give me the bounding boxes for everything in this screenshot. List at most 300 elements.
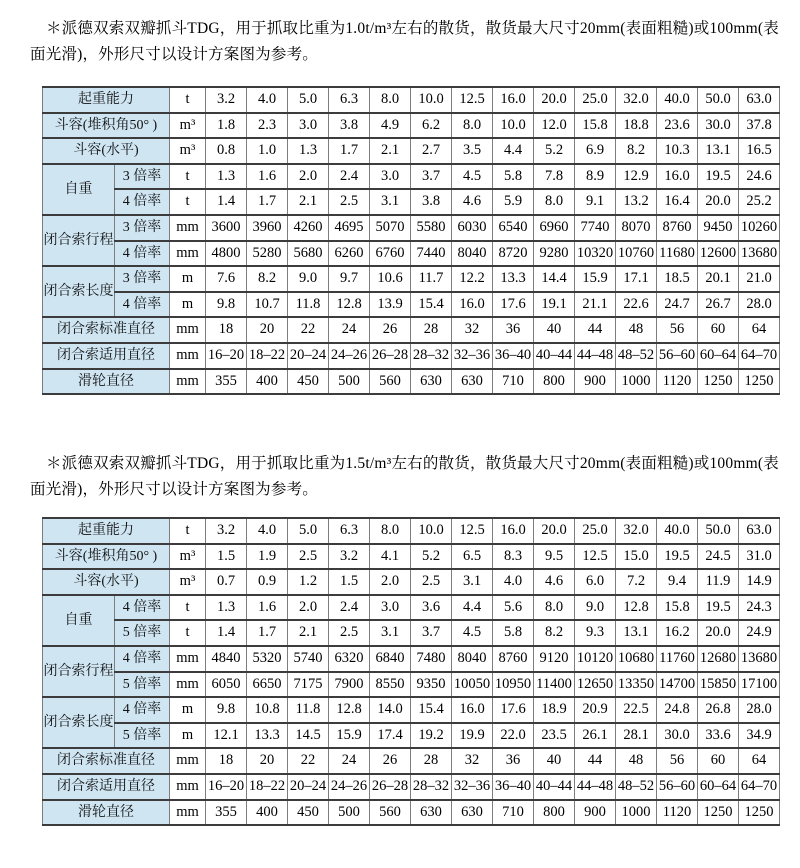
value-cell: 36 (493, 748, 534, 774)
value-cell: 7900 (329, 672, 370, 698)
value-cell: 8.0 (534, 189, 575, 215)
value-cell: 10760 (616, 241, 657, 267)
value-cell: 20.0 (534, 518, 575, 544)
value-cell: 15850 (698, 672, 739, 698)
value-cell: 24.6 (739, 164, 780, 190)
value-cell: 630 (452, 800, 493, 826)
value-cell: 2.5 (329, 189, 370, 215)
value-cell: 9.0 (575, 595, 616, 621)
row-label-cell: 闭合索标准直径 (43, 317, 170, 343)
unit-cell: m (170, 723, 206, 749)
value-cell: 4840 (206, 646, 247, 672)
row-label-cell: 自重 (43, 164, 115, 215)
value-cell: 3.0 (288, 113, 329, 139)
value-cell: 15.4 (411, 697, 452, 723)
unit-cell: t (170, 518, 206, 544)
unit-cell: mm (170, 672, 206, 698)
value-cell: 28 (411, 317, 452, 343)
value-cell: 40–44 (534, 343, 575, 369)
value-cell: 8040 (452, 646, 493, 672)
value-cell: 60 (698, 317, 739, 343)
value-cell: 1120 (657, 369, 698, 395)
value-cell: 11400 (534, 672, 575, 698)
value-cell: 17.1 (616, 266, 657, 292)
value-cell: 8040 (452, 241, 493, 267)
value-cell: 20 (247, 748, 288, 774)
value-cell: 5.9 (493, 189, 534, 215)
row-label-cell: 闭合索适用直径 (43, 774, 170, 800)
value-cell: 19.5 (698, 595, 739, 621)
value-cell: 5.0 (288, 87, 329, 113)
value-cell: 44–48 (575, 774, 616, 800)
rate-sublabel-cell: 3 倍率 (115, 266, 170, 292)
value-cell: 20.1 (698, 266, 739, 292)
unit-cell: t (170, 87, 206, 113)
value-cell: 3.8 (411, 189, 452, 215)
value-cell: 28–32 (411, 343, 452, 369)
value-cell: 25.2 (739, 189, 780, 215)
value-cell: 32.0 (616, 87, 657, 113)
table-row (43, 697, 780, 723)
value-cell: 50.0 (698, 87, 739, 113)
value-cell: 16–20 (206, 774, 247, 800)
value-cell: 355 (206, 800, 247, 826)
value-cell: 18 (206, 317, 247, 343)
value-cell: 15.9 (575, 266, 616, 292)
value-cell: 36–40 (493, 343, 534, 369)
unit-cell: m³ (170, 113, 206, 139)
value-cell: 44 (575, 748, 616, 774)
value-cell: 4.0 (247, 87, 288, 113)
value-cell: 1.5 (206, 544, 247, 570)
value-cell: 2.4 (329, 164, 370, 190)
value-cell: 60 (698, 748, 739, 774)
value-cell: 5070 (370, 215, 411, 241)
value-cell: 24.3 (739, 595, 780, 621)
value-cell: 19.5 (657, 544, 698, 570)
value-cell: 8.0 (534, 595, 575, 621)
value-cell: 3.7 (411, 620, 452, 646)
value-cell: 2.3 (247, 113, 288, 139)
value-cell: 8.2 (616, 138, 657, 164)
value-cell: 3600 (206, 215, 247, 241)
spec-table-tdg-1_5 (42, 517, 780, 826)
value-cell: 40–44 (534, 774, 575, 800)
value-cell: 8760 (657, 215, 698, 241)
table-row (43, 343, 780, 369)
value-cell: 36–40 (493, 774, 534, 800)
table-row (43, 723, 780, 749)
value-cell: 9.8 (206, 697, 247, 723)
value-cell: 24–26 (329, 343, 370, 369)
value-cell: 355 (206, 369, 247, 395)
value-cell: 710 (493, 800, 534, 826)
value-cell: 4260 (288, 215, 329, 241)
value-cell: 6840 (370, 646, 411, 672)
unit-cell: mm (170, 774, 206, 800)
value-cell: 7175 (288, 672, 329, 698)
value-cell: 3.2 (329, 544, 370, 570)
row-label-cell: 闭合索行程 (43, 215, 115, 266)
value-cell: 6760 (370, 241, 411, 267)
value-cell: 6320 (329, 646, 370, 672)
value-cell: 8550 (370, 672, 411, 698)
value-cell: 560 (370, 800, 411, 826)
value-cell: 3.8 (329, 113, 370, 139)
value-cell: 11.8 (288, 697, 329, 723)
unit-cell: m³ (170, 138, 206, 164)
value-cell: 6.5 (452, 544, 493, 570)
table-row (43, 138, 780, 164)
value-cell: 28.0 (739, 292, 780, 318)
rate-sublabel-cell: 4 倍率 (115, 697, 170, 723)
table-row (43, 241, 780, 267)
value-cell: 12.8 (329, 697, 370, 723)
value-cell: 30.0 (657, 723, 698, 749)
value-cell: 19.1 (534, 292, 575, 318)
value-cell: 7440 (411, 241, 452, 267)
value-cell: 1.5 (329, 569, 370, 595)
value-cell: 8.0 (370, 87, 411, 113)
value-cell: 1.7 (247, 189, 288, 215)
value-cell: 63.0 (739, 87, 780, 113)
value-cell: 8.9 (575, 164, 616, 190)
value-cell: 1250 (698, 800, 739, 826)
value-cell: 12.5 (452, 518, 493, 544)
unit-cell: mm (170, 800, 206, 826)
table-row (43, 215, 780, 241)
value-cell: 16.0 (452, 292, 493, 318)
value-cell: 22.5 (616, 697, 657, 723)
intro-paragraph-2: ＊派德双索双瓣抓斗TDG，用于抓取比重为1.5t/m³左右的散货，散货最大尺寸20mm(表面粗糙)或100mm(表面光滑)，外形尺寸以设计方案图为参考。 (30, 455, 779, 498)
value-cell: 16.2 (657, 620, 698, 646)
table-row (43, 87, 780, 113)
table-row (43, 748, 780, 774)
value-cell: 11.9 (698, 569, 739, 595)
value-cell: 13.2 (616, 189, 657, 215)
value-cell: 1000 (616, 800, 657, 826)
value-cell: 8760 (493, 646, 534, 672)
value-cell: 17.6 (493, 292, 534, 318)
table-row (43, 800, 780, 826)
value-cell: 6.9 (575, 138, 616, 164)
value-cell: 13.1 (698, 138, 739, 164)
value-cell: 13680 (739, 646, 780, 672)
value-cell: 23.5 (534, 723, 575, 749)
value-cell: 6.3 (329, 518, 370, 544)
value-cell: 1.7 (329, 138, 370, 164)
row-label-cell: 滑轮直径 (43, 369, 170, 395)
unit-cell: mm (170, 343, 206, 369)
spec-table-tdg-1_0-body (43, 87, 780, 394)
value-cell: 2.1 (288, 620, 329, 646)
value-cell: 60–64 (698, 343, 739, 369)
value-cell: 2.4 (329, 595, 370, 621)
value-cell: 24.9 (739, 620, 780, 646)
value-cell: 25.0 (575, 87, 616, 113)
spec-table-tdg-1_5-body (43, 518, 780, 825)
value-cell: 24 (329, 748, 370, 774)
value-cell: 400 (247, 800, 288, 826)
value-cell: 14.0 (370, 697, 411, 723)
value-cell: 48 (616, 748, 657, 774)
value-cell: 15.9 (329, 723, 370, 749)
value-cell: 12.0 (534, 113, 575, 139)
table-row (43, 620, 780, 646)
value-cell: 9350 (411, 672, 452, 698)
value-cell: 12650 (575, 672, 616, 698)
value-cell: 56–60 (657, 774, 698, 800)
value-cell: 8.2 (534, 620, 575, 646)
value-cell: 16.0 (452, 697, 493, 723)
value-cell: 450 (288, 800, 329, 826)
value-cell: 26 (370, 748, 411, 774)
value-cell: 48 (616, 317, 657, 343)
value-cell: 3.1 (370, 189, 411, 215)
value-cell: 6.2 (411, 113, 452, 139)
value-cell: 10050 (452, 672, 493, 698)
value-cell: 32 (452, 748, 493, 774)
value-cell: 1.7 (247, 620, 288, 646)
value-cell: 15.8 (657, 595, 698, 621)
table-row (43, 317, 780, 343)
table-row (43, 774, 780, 800)
value-cell: 22.6 (616, 292, 657, 318)
value-cell: 36 (493, 317, 534, 343)
value-cell: 900 (575, 800, 616, 826)
value-cell: 12600 (698, 241, 739, 267)
value-cell: 63.0 (739, 518, 780, 544)
value-cell: 22 (288, 317, 329, 343)
value-cell: 6650 (247, 672, 288, 698)
table-row (43, 518, 780, 544)
row-label-cell: 闭合索标准直径 (43, 748, 170, 774)
value-cell: 10.8 (247, 697, 288, 723)
table-row (43, 189, 780, 215)
value-cell: 1.3 (206, 164, 247, 190)
rate-sublabel-cell: 5 倍率 (115, 723, 170, 749)
unit-cell: m³ (170, 544, 206, 570)
value-cell: 1250 (739, 800, 780, 826)
value-cell: 32–36 (452, 774, 493, 800)
value-cell: 1.6 (247, 595, 288, 621)
value-cell: 20.0 (534, 87, 575, 113)
value-cell: 40.0 (657, 518, 698, 544)
value-cell: 15.8 (575, 113, 616, 139)
value-cell: 10950 (493, 672, 534, 698)
unit-cell: mm (170, 317, 206, 343)
table-row (43, 672, 780, 698)
value-cell: 0.8 (206, 138, 247, 164)
value-cell: 900 (575, 369, 616, 395)
value-cell: 60–64 (698, 774, 739, 800)
unit-cell: mm (170, 215, 206, 241)
value-cell: 26–28 (370, 343, 411, 369)
table-row (43, 544, 780, 570)
unit-cell: m (170, 292, 206, 318)
value-cell: 18 (206, 748, 247, 774)
value-cell: 6260 (329, 241, 370, 267)
value-cell: 20.0 (698, 189, 739, 215)
value-cell: 2.1 (370, 138, 411, 164)
unit-cell: t (170, 595, 206, 621)
rate-sublabel-cell: 3 倍率 (115, 215, 170, 241)
value-cell: 1.3 (206, 595, 247, 621)
value-cell: 800 (534, 800, 575, 826)
value-cell: 20–24 (288, 343, 329, 369)
value-cell: 8.2 (247, 266, 288, 292)
value-cell: 18–22 (247, 774, 288, 800)
value-cell: 8.0 (452, 113, 493, 139)
value-cell: 3.0 (370, 595, 411, 621)
value-cell: 5740 (288, 646, 329, 672)
value-cell: 9.0 (288, 266, 329, 292)
row-label-cell: 自重 (43, 595, 115, 646)
table-row (43, 292, 780, 318)
value-cell: 9280 (534, 241, 575, 267)
value-cell: 32–36 (452, 343, 493, 369)
value-cell: 1120 (657, 800, 698, 826)
value-cell: 5320 (247, 646, 288, 672)
row-label-cell: 滑轮直径 (43, 800, 170, 826)
rate-sublabel-cell: 3 倍率 (115, 164, 170, 190)
value-cell: 2.7 (411, 138, 452, 164)
value-cell: 1.4 (206, 620, 247, 646)
unit-cell: t (170, 164, 206, 190)
rate-sublabel-cell: 4 倍率 (115, 595, 170, 621)
unit-cell: m (170, 697, 206, 723)
value-cell: 19.5 (698, 164, 739, 190)
value-cell: 8.0 (370, 518, 411, 544)
value-cell: 2.5 (288, 544, 329, 570)
value-cell: 4.5 (452, 620, 493, 646)
value-cell: 17.6 (493, 697, 534, 723)
value-cell: 6.0 (575, 569, 616, 595)
value-cell: 56 (657, 748, 698, 774)
unit-cell: m (170, 266, 206, 292)
value-cell: 26.8 (698, 697, 739, 723)
value-cell: 17100 (739, 672, 780, 698)
value-cell: 400 (247, 369, 288, 395)
value-cell: 24.5 (698, 544, 739, 570)
row-label-cell: 斗容(堆积角50° ) (43, 544, 170, 570)
value-cell: 3.0 (370, 164, 411, 190)
value-cell: 9120 (534, 646, 575, 672)
row-label-cell: 斗容(水平) (43, 569, 170, 595)
value-cell: 56–60 (657, 343, 698, 369)
value-cell: 34.9 (739, 723, 780, 749)
value-cell: 630 (452, 369, 493, 395)
value-cell: 2.0 (370, 569, 411, 595)
value-cell: 16.5 (739, 138, 780, 164)
value-cell: 28.0 (739, 697, 780, 723)
intro-paragraph-1: ＊派德双索双瓣抓斗TDG，用于抓取比重为1.0t/m³左右的散货，散货最大尺寸20mm(表面粗糙)或100mm(表面光滑)，外形尺寸以设计方案图为参考。 (30, 20, 779, 63)
value-cell: 1.0 (247, 138, 288, 164)
value-cell: 13.9 (370, 292, 411, 318)
row-label-cell: 闭合索行程 (43, 646, 115, 697)
value-cell: 64–70 (739, 343, 780, 369)
value-cell: 6540 (493, 215, 534, 241)
unit-cell: mm (170, 369, 206, 395)
value-cell: 3.2 (206, 87, 247, 113)
value-cell: 5580 (411, 215, 452, 241)
value-cell: 24.8 (657, 697, 698, 723)
value-cell: 12.2 (452, 266, 493, 292)
value-cell: 18.5 (657, 266, 698, 292)
value-cell: 8.3 (493, 544, 534, 570)
value-cell: 3.5 (452, 138, 493, 164)
value-cell: 10.0 (411, 518, 452, 544)
value-cell: 12.8 (616, 595, 657, 621)
value-cell: 3960 (247, 215, 288, 241)
value-cell: 9.4 (657, 569, 698, 595)
value-cell: 450 (288, 369, 329, 395)
unit-cell: mm (170, 646, 206, 672)
value-cell: 24 (329, 317, 370, 343)
value-cell: 6030 (452, 215, 493, 241)
value-cell: 3.2 (206, 518, 247, 544)
value-cell: 28 (411, 748, 452, 774)
value-cell: 12.5 (452, 87, 493, 113)
value-cell: 630 (411, 800, 452, 826)
value-cell: 4.1 (370, 544, 411, 570)
value-cell: 2.0 (288, 595, 329, 621)
value-cell: 32 (452, 317, 493, 343)
value-cell: 16.0 (493, 518, 534, 544)
value-cell: 4.4 (493, 138, 534, 164)
value-cell: 4.0 (493, 569, 534, 595)
rate-sublabel-cell: 5 倍率 (115, 672, 170, 698)
value-cell: 11680 (657, 241, 698, 267)
value-cell: 56 (657, 317, 698, 343)
value-cell: 12.1 (206, 723, 247, 749)
value-cell: 9.8 (206, 292, 247, 318)
value-cell: 20 (247, 317, 288, 343)
value-cell: 800 (534, 369, 575, 395)
value-cell: 11.7 (411, 266, 452, 292)
value-cell: 28–32 (411, 774, 452, 800)
value-cell: 1.8 (206, 113, 247, 139)
value-cell: 12.9 (616, 164, 657, 190)
value-cell: 20–24 (288, 774, 329, 800)
value-cell: 8070 (616, 215, 657, 241)
value-cell: 19.2 (411, 723, 452, 749)
value-cell: 19.9 (452, 723, 493, 749)
value-cell: 5280 (247, 241, 288, 267)
value-cell: 560 (370, 369, 411, 395)
value-cell: 32.0 (616, 518, 657, 544)
value-cell: 24–26 (329, 774, 370, 800)
value-cell: 64 (739, 317, 780, 343)
value-cell: 18–22 (247, 343, 288, 369)
value-cell: 1.2 (288, 569, 329, 595)
table-row (43, 164, 780, 190)
value-cell: 4695 (329, 215, 370, 241)
value-cell: 16.4 (657, 189, 698, 215)
value-cell: 26 (370, 317, 411, 343)
row-label-cell: 闭合索适用直径 (43, 343, 170, 369)
table-row (43, 646, 780, 672)
value-cell: 16–20 (206, 343, 247, 369)
value-cell: 40 (534, 317, 575, 343)
value-cell: 1250 (698, 369, 739, 395)
table-row (43, 595, 780, 621)
value-cell: 10120 (575, 646, 616, 672)
table-row (43, 113, 780, 139)
value-cell: 48–52 (616, 774, 657, 800)
value-cell: 10.6 (370, 266, 411, 292)
value-cell: 7740 (575, 215, 616, 241)
